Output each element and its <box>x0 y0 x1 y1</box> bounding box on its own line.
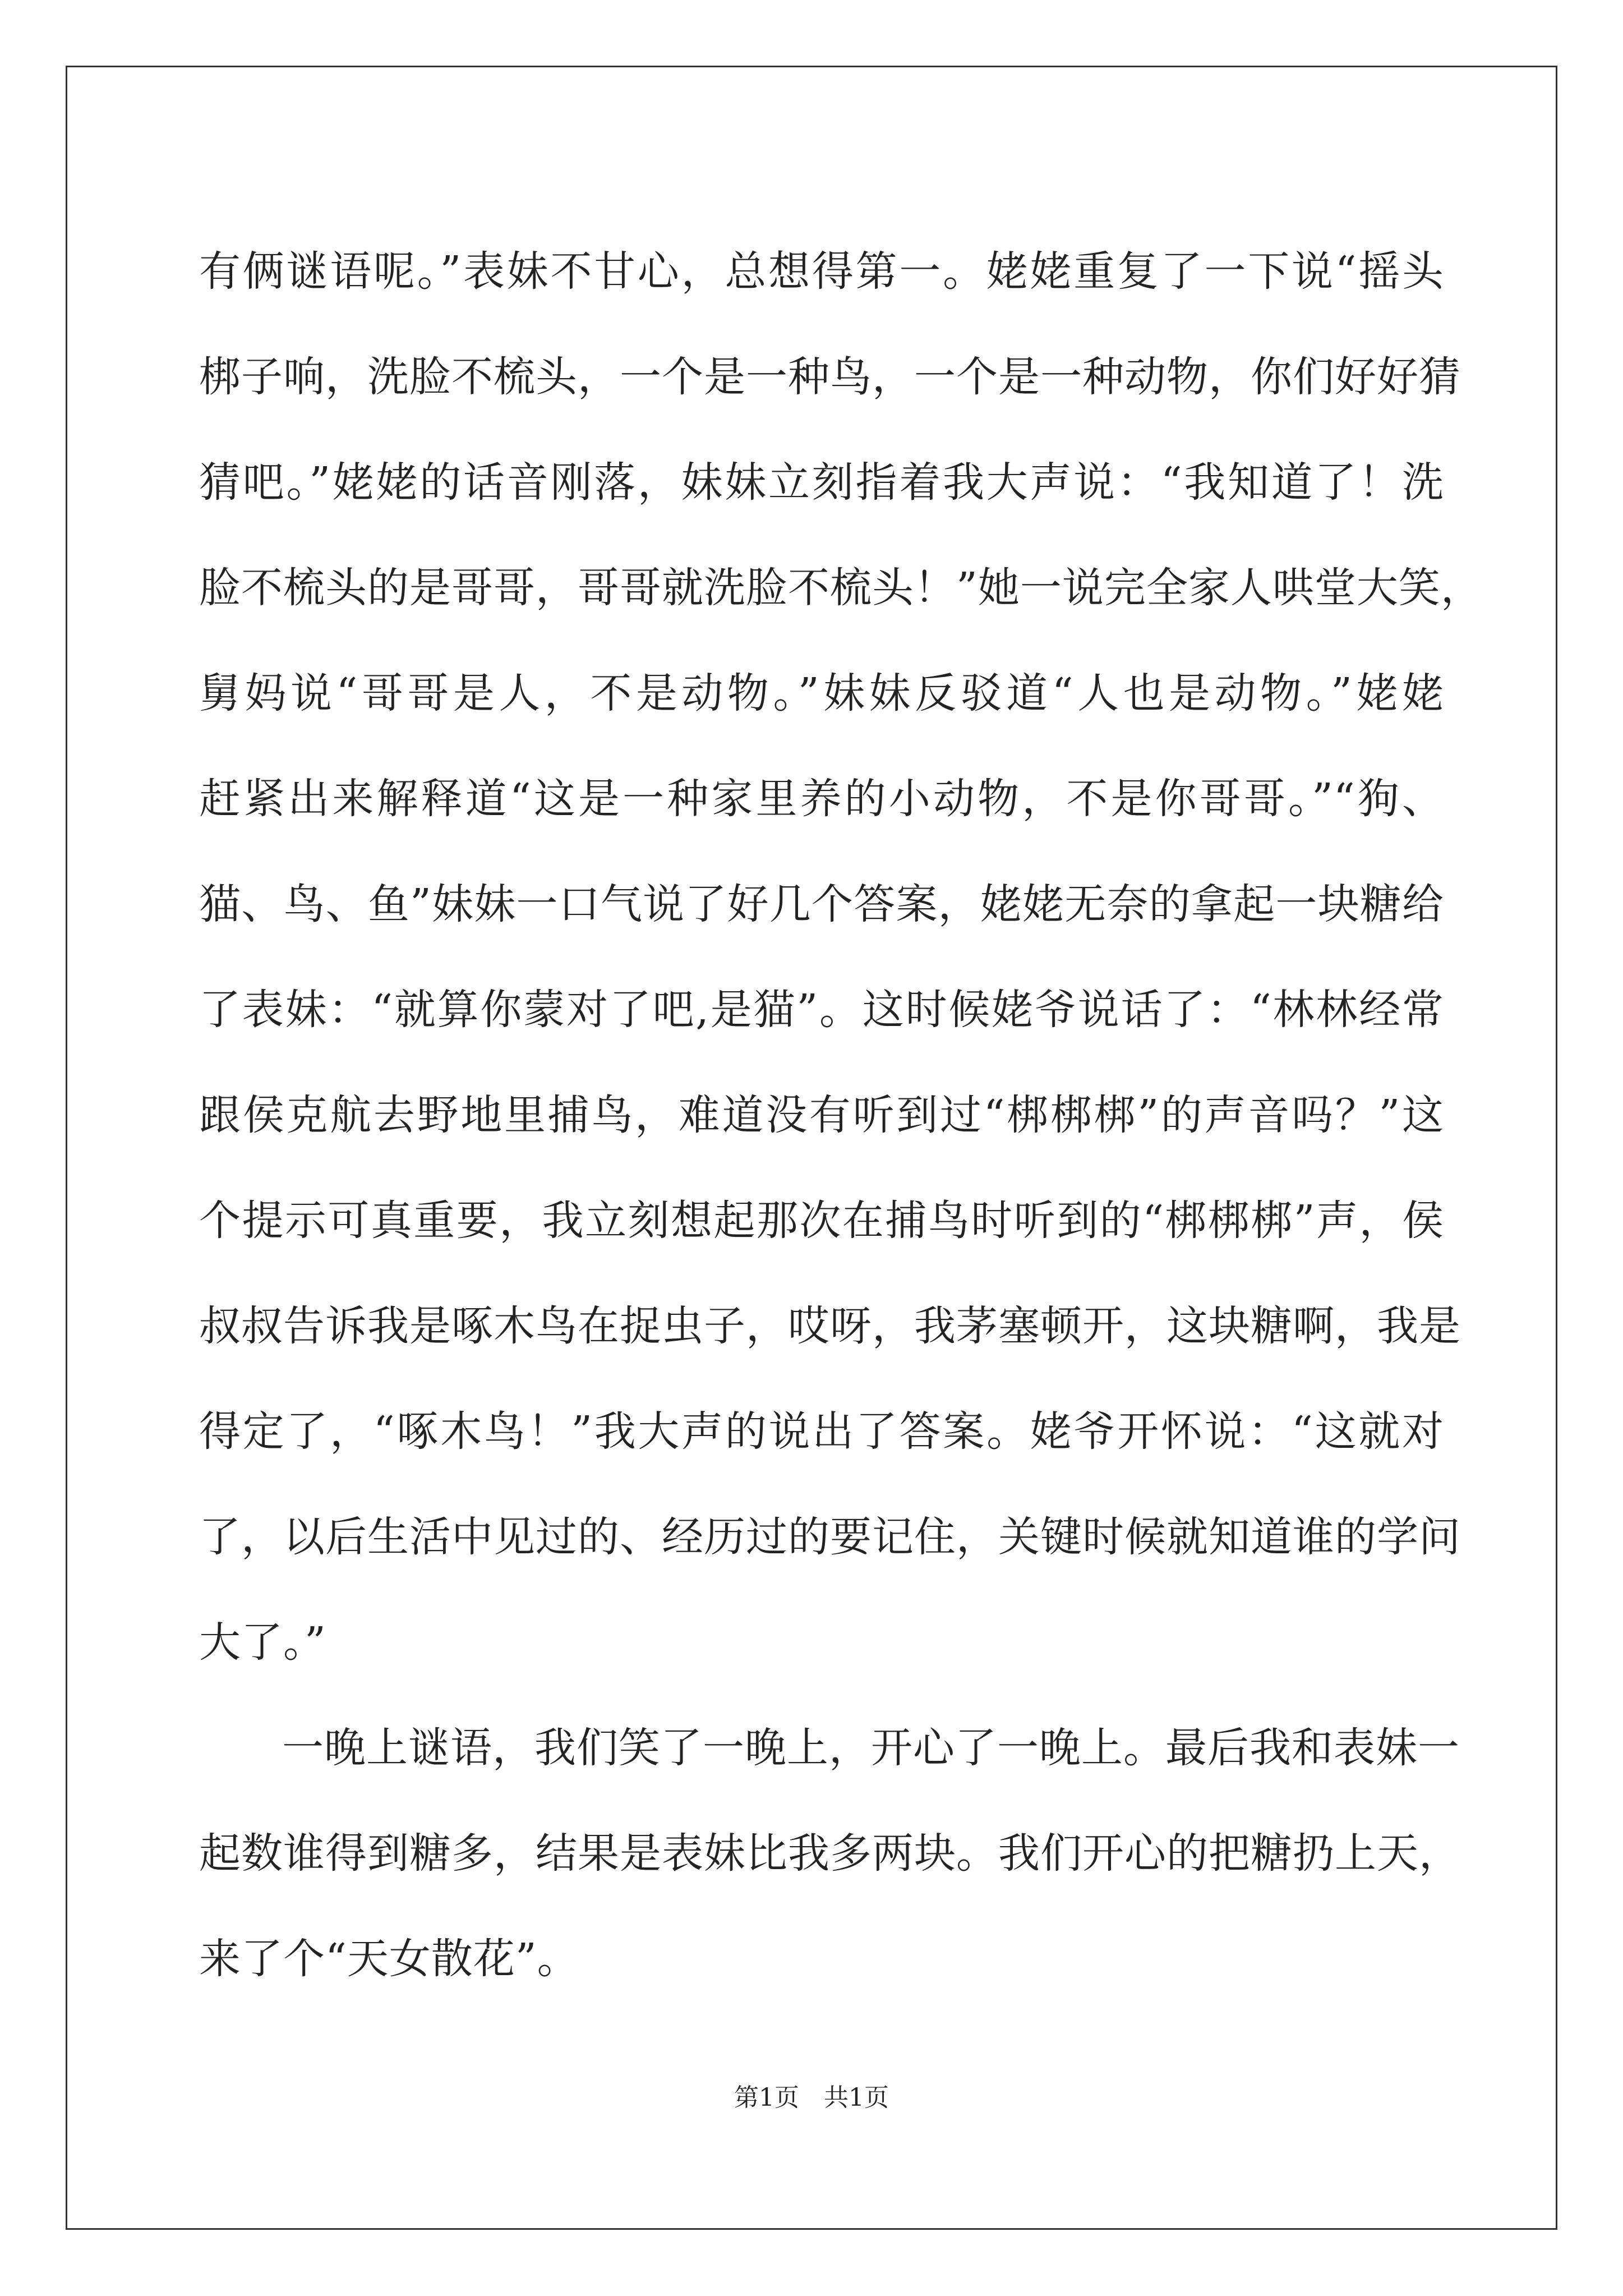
text-line: 来了个“天女散花”。 <box>199 1935 579 1983</box>
text-line: 跟侯克航去野地里捕鸟，难道没有听到过“梆梆梆”的声音吗？”这 <box>199 1091 1444 1139</box>
text-line: 梆子响，洗脸不梳头，一个是一种鸟，一个是一种动物，你们好好猜 <box>199 353 1461 401</box>
text-line: 脸不梳头的是哥哥，哥哥就洗脸不梳头！”她一说完全家人哄堂大笑， <box>199 564 1483 612</box>
text-line: 舅妈说“哥哥是人，不是动物。”妹妹反驳道“人也是动物。”姥姥 <box>199 669 1444 717</box>
text-line: 猜吧。”姥姥的话音刚落，妹妹立刻指着我大声说：“我知道了！洗 <box>199 458 1444 507</box>
text-line: 叔叔告诉我是啄木鸟在捉虫子，哎呀，我茅塞顿开，这块糖啊，我是 <box>199 1302 1461 1350</box>
text-line: 了，以后生活中见过的、经历过的要记住，关键时候就知道谁的学问 <box>199 1513 1461 1561</box>
text-line: 得定了，“啄木鸟！”我大声的说出了答案。姥爷开怀说：“这就对 <box>199 1407 1444 1456</box>
text-line: 猫、鸟、鱼”妹妹一口气说了好几个答案，姥姥无奈的拿起一块糖给 <box>199 880 1444 928</box>
text-line: 赶紧出来解释道“这是一种家里养的小动物，不是你哥哥。”“狗、 <box>199 775 1444 823</box>
paragraph-start-line: 一晚上谜语，我们笑了一晚上，开心了一晚上。最后我和表妹一 <box>282 1724 1460 1772</box>
text-line: 了表妹：“就算你蒙对了吧,是猫”。这时候姥爷说话了：“林林经常 <box>199 986 1444 1034</box>
text-line: 个提示可真重要，我立刻想起那次在捕鸟时听到的“梆梆梆”声，侯 <box>199 1197 1444 1245</box>
text-line: 有俩谜语呢。”表妹不甘心，总想得第一。姥姥重复了一下说“摇头 <box>199 247 1444 296</box>
text-line: 起数谁得到糖多，结果是表妹比我多两块。我们开心的把糖扔上天， <box>199 1829 1461 1878</box>
page-number-footer: 第1页 共1页 <box>734 2083 889 2112</box>
text-line: 大了。” <box>199 1618 326 1667</box>
document-body <box>199 219 1483 2012</box>
